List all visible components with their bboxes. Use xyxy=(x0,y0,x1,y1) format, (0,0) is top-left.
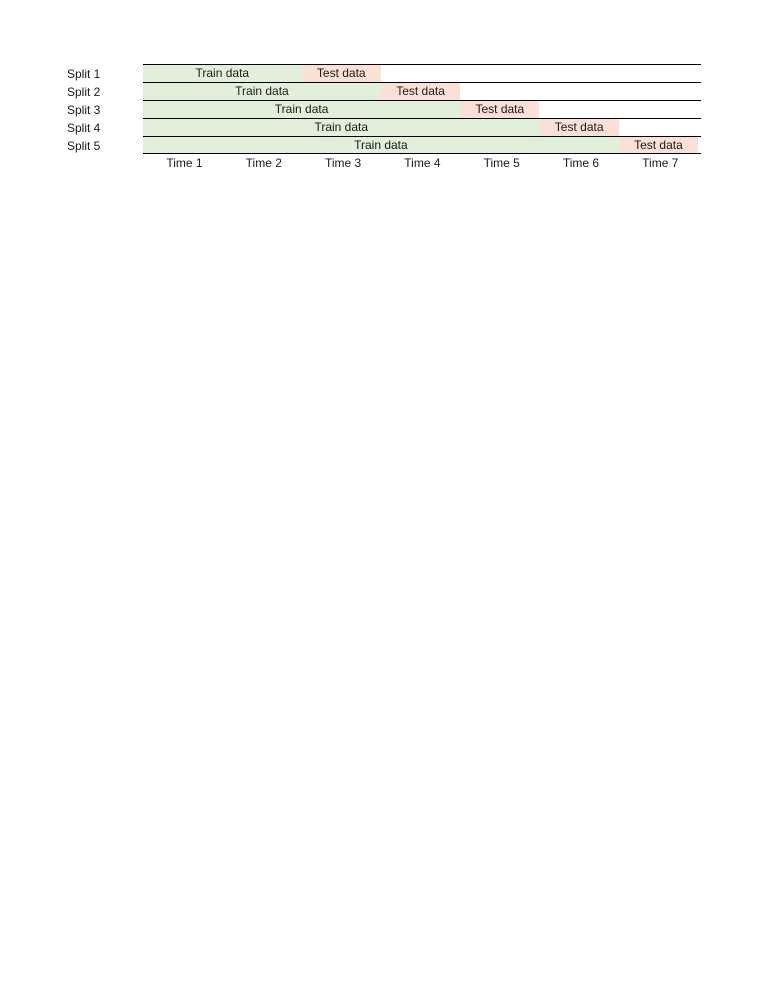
time-axis-label: Time 1 xyxy=(166,156,203,170)
time-series-split-diagram xyxy=(0,0,768,200)
test-data-segment: Test data xyxy=(381,83,460,100)
split-label: Split 2 xyxy=(67,85,101,99)
test-data-segment: Test data xyxy=(460,101,539,118)
train-data-segment: Train data xyxy=(143,137,619,154)
split-label: Split 5 xyxy=(67,139,101,153)
split-label: Split 3 xyxy=(67,103,101,117)
test-data-segment: Test data xyxy=(302,65,381,82)
time-axis-label: Time 5 xyxy=(483,156,520,170)
train-data-segment: Train data xyxy=(143,119,540,136)
time-axis-label: Time 7 xyxy=(642,156,679,170)
train-data-segment: Train data xyxy=(143,101,460,118)
split-label: Split 4 xyxy=(67,121,101,135)
split-row-border xyxy=(143,153,701,154)
test-data-segment: Test data xyxy=(540,119,619,136)
train-data-segment: Train data xyxy=(143,65,302,82)
time-axis-label: Time 6 xyxy=(562,156,600,170)
train-data-segment: Train data xyxy=(143,83,381,100)
split-label: Split 1 xyxy=(67,67,101,81)
test-data-segment: Test data xyxy=(619,137,698,154)
time-axis-label: Time 4 xyxy=(404,156,441,170)
time-axis-label: Time 2 xyxy=(245,156,282,170)
time-axis-label: Time 3 xyxy=(324,156,362,170)
